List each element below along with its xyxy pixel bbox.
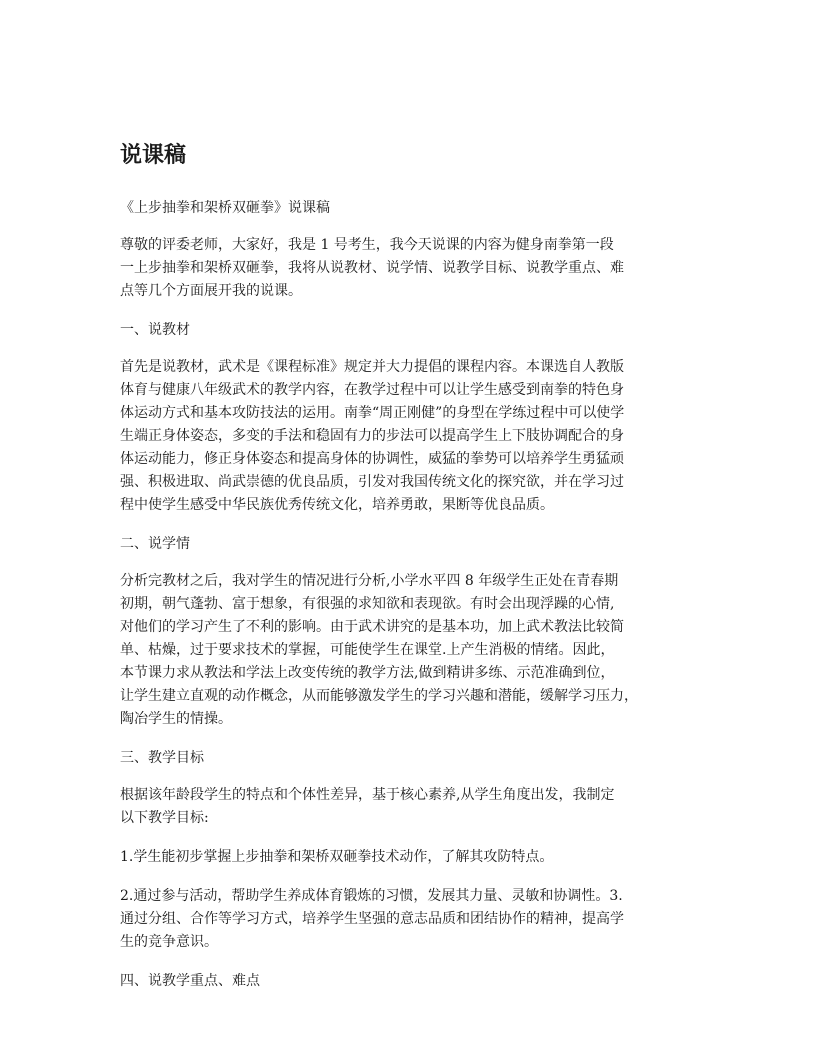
section-text-textbook: 首先是说教材，武术是《课程标准》规定并大力提倡的课程内容。本课选自人教版 体育与健康八年级武术的教学内容，在教学过程中可以让学生感受到南拳的特色身 体运动方式和基本攻防技法的运用。南拳“周正刚健”的身型在学练过程中可以使学 生端正身体姿态，多变的手法和稳固有力的步法可以提高学生上下肢协调配合的身 体运动能力，修正身体姿态和提高身体的协调性，威猛的拳势可以培养学生勇猛顽 强、积极进取、尚武崇德的优良品质，引发对我国传统文化的探究欲，并在学习过 程中使学生感受中华民族优秀传统文化，培养勇敢，果断等优良品质。 <box>120 359 625 513</box>
document-page <box>120 140 710 991</box>
section-heading-key-points: 四、说教学重点、难点 <box>120 973 260 989</box>
objective-item-1: 1.学生能初步掌握上步抽拳和架桥双砸拳技术动作，了解其攻防特点。 <box>120 849 554 865</box>
document-subtitle: 《上步抽拳和架桥双砸拳》说课稿 <box>120 200 330 216</box>
section-text-learners: 分析完教材之后，我对学生的情况进行分析,小学水平四 8 年级学生正处在青春期 初期，朝气蓬勃、富于想象，有很强的求知欲和表现欲。有时会出现浮躁的心情, 对他们的学习产生了不利的影响。由于武术讲究的是基本功，加上武术教法比较简 单、枯燥，过于要求技术的掌握，可能使学生在课堂.上产生消极的情绪。因此， 本节课力求从教法和学法上改变传统的教学方法,做到精讲多练、示范准确到位， 让学生建立直观的动作概念，从而能够激发学生的学习兴趣和潜能，缓解学习压力， 陶冶学生的情操。 <box>120 573 638 727</box>
objective-item-2: 2.通过参与活动，帮助学生养成体育锻炼的习惯，发展其力量、灵敏和协调性。3. 通过分组、合作等学习方式，培养学生坚强的意志品质和团结协作的精神，提高学 生的竞争意识。 <box>120 888 624 950</box>
section-heading-objectives: 三、教学目标 <box>120 750 204 766</box>
document-title: 说课稿 <box>120 143 187 168</box>
intro-paragraph: 尊敬的评委老师，大家好，我是 1 号考生，我今天说课的内容为健身南拳第一段 一上步抽拳和架桥双砸拳，我将从说教材、说学情、说教学目标、说教学重点、难 点等几个方面展开我的说课。 <box>120 237 624 299</box>
section-heading-learners: 二、说学情 <box>120 536 190 552</box>
section-heading-textbook: 一、说教材 <box>120 322 190 338</box>
section-text-objectives: 根据该年龄段学生的特点和个体性差异，基于核心素养,从学生角度出发，我制定 以下教学目标: <box>120 787 615 826</box>
